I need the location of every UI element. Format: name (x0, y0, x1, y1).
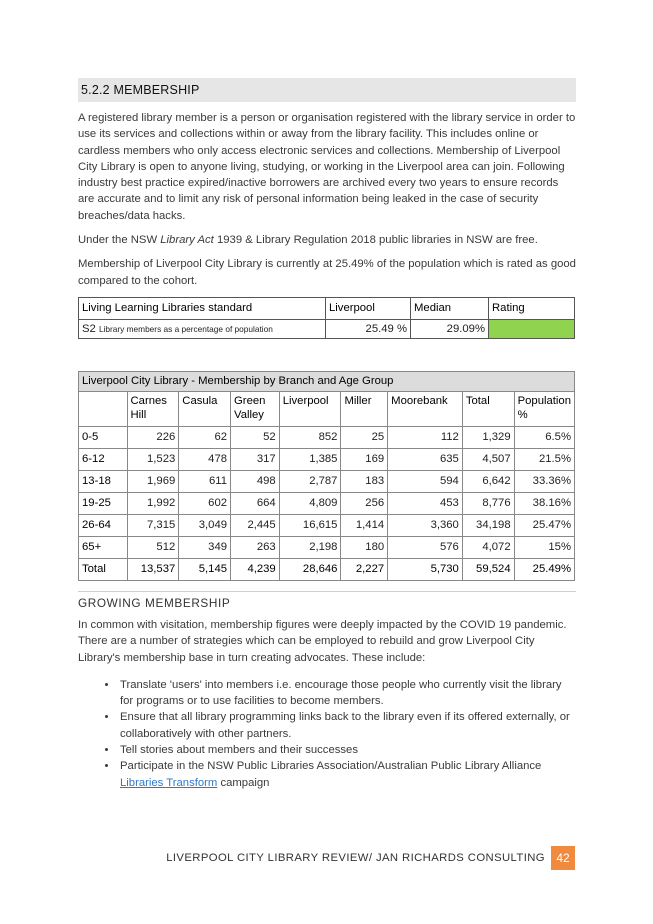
column-header: Moorebank (388, 391, 463, 426)
table-cell: 3,360 (388, 514, 463, 536)
standard-median-value: 29.09% (411, 319, 489, 338)
table-cell: 1,992 (127, 492, 179, 514)
table-cell: 512 (127, 536, 179, 558)
membership-paragraph: A registered library member is a person or organisation registered with the library service in order to use its services and collections within or away from the library facility. This includes online or cardless members who only access electronic services and collections. Membership of Liverpool City Library is open to anyone living, studying, or working in the Liverpool area can join. Following industry best practice expired/inactive borrowers are archived every two years to ensure records are accurate and to limit any risk of personal information being leaked in the case of security breaches/data hacks. (78, 112, 576, 222)
table-cell: 2,198 (279, 536, 341, 558)
row-label: 0-5 (79, 426, 128, 448)
table-cell: 6,642 (462, 470, 514, 492)
table-cell: 453 (388, 492, 463, 514)
column-header: Population % (514, 391, 574, 426)
row-label: 19-25 (79, 492, 128, 514)
table-cell: 5,730 (388, 558, 463, 580)
table-cell: 635 (388, 448, 463, 470)
table-cell: 8,776 (462, 492, 514, 514)
table-cell: 1,969 (127, 470, 179, 492)
list-item: • Tell stories about members and their successes (118, 742, 576, 758)
standard-description: S2 Library members as a percentage of population (79, 319, 326, 338)
membership-table-header (79, 391, 575, 426)
table-cell: 15% (514, 536, 574, 558)
table-cell: 1,523 (127, 448, 179, 470)
table-cell: 2,787 (279, 470, 341, 492)
header-rating: Rating (489, 297, 575, 319)
row-label: 6-12 (79, 448, 128, 470)
row-label: 13-18 (79, 470, 128, 492)
table-cell: 52 (231, 426, 280, 448)
table-cell: 2,445 (231, 514, 280, 536)
table-cell: 256 (341, 492, 388, 514)
row-label: 26-64 (79, 514, 128, 536)
table-row (79, 492, 575, 514)
table-cell: 38.16% (514, 492, 574, 514)
table-row (79, 426, 575, 448)
table-cell: 1,385 (279, 448, 341, 470)
growing-paragraph: In common with visitation, membership figures were deeply impacted by the COVID 19 pandemic. There are a number of strategies which can be employed to rebuild and grow Liverpool City Library's membership base in turn creating advocates. These include: (78, 618, 567, 664)
column-header: Liverpool (279, 391, 341, 426)
table-cell: 28,646 (279, 558, 341, 580)
column-header: Carnes Hill (127, 391, 179, 426)
table-cell: 4,507 (462, 448, 514, 470)
membership-table-caption: Liverpool City Library - Membership by Branch and Age Group (79, 371, 575, 391)
table-cell: 34,198 (462, 514, 514, 536)
table-cell: 664 (231, 492, 280, 514)
list-item: • Participate in the NSW Public Libraries Association/Australian Public Library Alliance Libraries Transform campaign (118, 758, 576, 791)
table-total-row (79, 558, 575, 580)
table-cell: 33.36% (514, 470, 574, 492)
membership-table (78, 371, 575, 581)
table-cell: 478 (179, 448, 231, 470)
table-cell: 594 (388, 470, 463, 492)
table-cell: 1,329 (462, 426, 514, 448)
column-header: Total (462, 391, 514, 426)
libraries-transform-link[interactable]: Libraries Transform (120, 776, 218, 789)
table-cell: 16,615 (279, 514, 341, 536)
table-cell: 3,049 (179, 514, 231, 536)
table-cell: 852 (279, 426, 341, 448)
standard-rating-cell (489, 319, 575, 338)
list-item: • Translate 'users' into members i.e. encourage those people who currently visit the library for programs or to use facilities to become members. (118, 677, 576, 710)
page-content (78, 78, 576, 791)
column-header (79, 391, 128, 426)
table-cell: 59,524 (462, 558, 514, 580)
table-cell: 4,072 (462, 536, 514, 558)
header-liverpool: Liverpool (326, 297, 411, 319)
column-header: Green Valley (231, 391, 280, 426)
table-cell: 112 (388, 426, 463, 448)
row-label: Total (79, 558, 128, 580)
footer-text: LIVERPOOL CITY LIBRARY REVIEW/ JAN RICHARDS CONSULTING (166, 852, 545, 864)
growing-membership-heading: GROWING MEMBERSHIP (78, 595, 231, 610)
table-cell: 62 (179, 426, 231, 448)
table-cell: 25.47% (514, 514, 574, 536)
column-header: Casula (179, 391, 231, 426)
table-cell: 226 (127, 426, 179, 448)
table-cell: 21.5% (514, 448, 574, 470)
table-row (79, 536, 575, 558)
table-cell: 349 (179, 536, 231, 558)
table-cell: 2,227 (341, 558, 388, 580)
table-cell: 13,537 (127, 558, 179, 580)
header-median: Median (411, 297, 489, 319)
list-item: • Ensure that all library programming links back to the library even if its offered externally, or collaboratively with other partners. (118, 709, 576, 742)
page-number: 42 (551, 846, 575, 870)
table-cell: 1,414 (341, 514, 388, 536)
table-cell: 602 (179, 492, 231, 514)
library-act-paragraph: Under the NSW Library Act 1939 & Library Regulation 2018 public libraries in NSW are free. (78, 234, 538, 247)
standard-liverpool-value: 25.49 % (326, 319, 411, 338)
table-cell: 25 (341, 426, 388, 448)
table-row (79, 448, 575, 470)
section-heading: 5.2.2 MEMBERSHIP (78, 78, 576, 102)
header-standard: Living Learning Libraries standard (79, 297, 326, 319)
standard-table (78, 297, 575, 339)
library-act-title: Library Act (160, 234, 214, 247)
strategy-list (78, 677, 576, 791)
column-header: Miller (341, 391, 388, 426)
section-divider (78, 591, 576, 592)
standard-table-header (79, 297, 575, 319)
table-cell: 4,239 (231, 558, 280, 580)
table-cell: 7,315 (127, 514, 179, 536)
table-row (79, 470, 575, 492)
table-cell: 611 (179, 470, 231, 492)
table-cell: 180 (341, 536, 388, 558)
table-cell: 498 (231, 470, 280, 492)
table-cell: 4,809 (279, 492, 341, 514)
table-row (79, 514, 575, 536)
table-cell: 576 (388, 536, 463, 558)
table-cell: 25.49% (514, 558, 574, 580)
table-cell: 169 (341, 448, 388, 470)
row-label: 65+ (79, 536, 128, 558)
table-cell: 183 (341, 470, 388, 492)
table-cell: 5,145 (179, 558, 231, 580)
table-cell: 263 (231, 536, 280, 558)
standard-table-row (79, 319, 575, 338)
membership-rate-paragraph: Membership of Liverpool City Library is currently at 25.49% of the population which is rated as good compared to the cohort. (78, 258, 576, 287)
page-footer (166, 846, 575, 870)
table-cell: 6.5% (514, 426, 574, 448)
table-cell: 317 (231, 448, 280, 470)
